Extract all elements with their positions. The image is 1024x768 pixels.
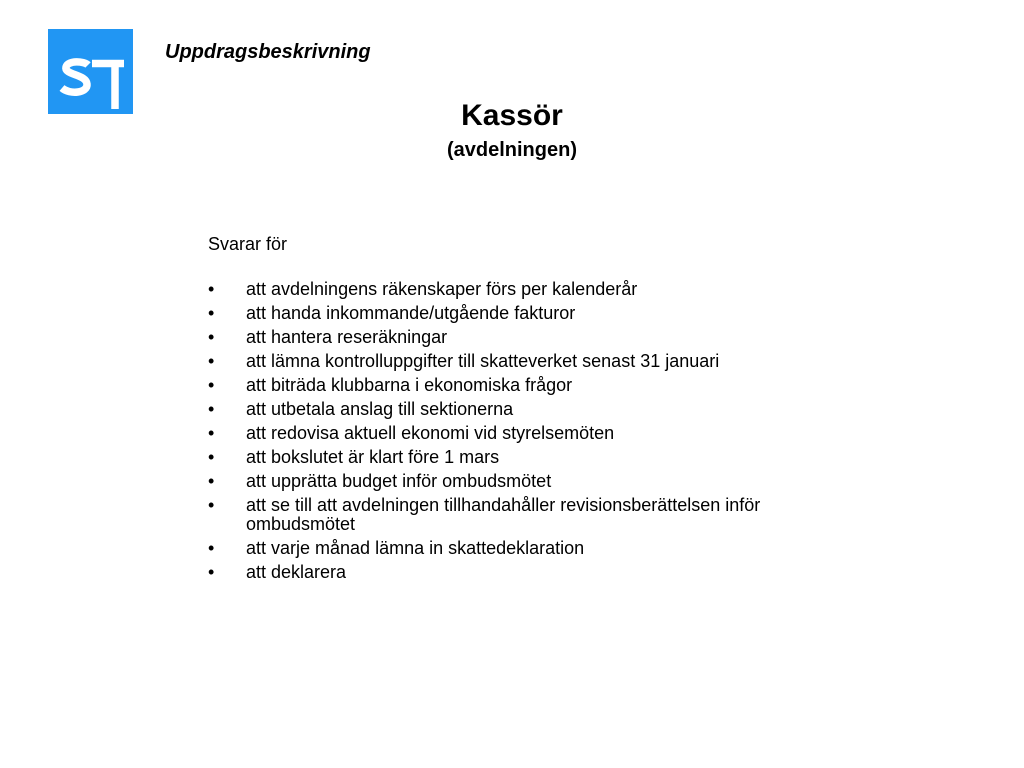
list-item-text: att hantera reseräkningar <box>246 327 448 347</box>
bullet-icon: • <box>208 399 215 419</box>
list-item <box>208 496 848 534</box>
list-item-text: att upprätta budget inför ombudsmötet <box>246 471 552 491</box>
list-item <box>208 352 848 371</box>
bullet-icon: • <box>208 495 215 515</box>
list-item-text: att bokslutet är klart före 1 mars <box>246 447 500 467</box>
list-item <box>208 304 848 323</box>
list-item-text: att se till att avdelningen tillhandahåller revisionsberättelsen inför ombudsmötet <box>246 495 761 534</box>
title-block <box>0 97 1024 163</box>
list-item <box>208 563 848 582</box>
list-item-text: att handa inkommande/utgående fakturor <box>246 303 576 323</box>
responsibilities-list <box>208 280 848 582</box>
bullet-icon: • <box>208 351 215 371</box>
list-item <box>208 424 848 443</box>
bullet-icon: • <box>208 303 215 323</box>
list-item <box>208 376 848 395</box>
list-item <box>208 539 848 558</box>
list-item-text: att lämna kontrolluppgifter till skatteverket senast 31 januari <box>246 351 720 371</box>
list-item-text: att avdelningens räkenskaper förs per kalenderår <box>246 279 638 299</box>
role-title: Kassör <box>461 99 563 132</box>
bullet-icon: • <box>208 327 215 347</box>
bullet-icon: • <box>208 471 215 491</box>
responsibilities-intro: Svarar för <box>208 234 288 254</box>
responsibilities-section <box>208 232 848 587</box>
list-item <box>208 472 848 491</box>
list-item <box>208 280 848 299</box>
bullet-icon: • <box>208 423 215 443</box>
list-item-text: att redovisa aktuell ekonomi vid styrelsemöten <box>246 423 615 443</box>
bullet-icon: • <box>208 375 215 395</box>
list-item-text: att deklarera <box>246 562 347 582</box>
list-item <box>208 448 848 467</box>
list-item-text: att biträda klubbarna i ekonomiska frågor <box>246 375 573 395</box>
list-item <box>208 328 848 347</box>
bullet-icon: • <box>208 562 215 582</box>
bullet-icon: • <box>208 279 215 299</box>
list-item-text: att utbetala anslag till sektionerna <box>246 399 514 419</box>
bullet-icon: • <box>208 447 215 467</box>
bullet-icon: • <box>208 538 215 558</box>
document-type-title: Uppdragsbeskrivning <box>165 41 371 63</box>
list-item-text: att varje månad lämna in skattedeklaration <box>246 538 585 558</box>
role-subtitle: (avdelningen) <box>446 139 577 161</box>
list-item <box>208 400 848 419</box>
